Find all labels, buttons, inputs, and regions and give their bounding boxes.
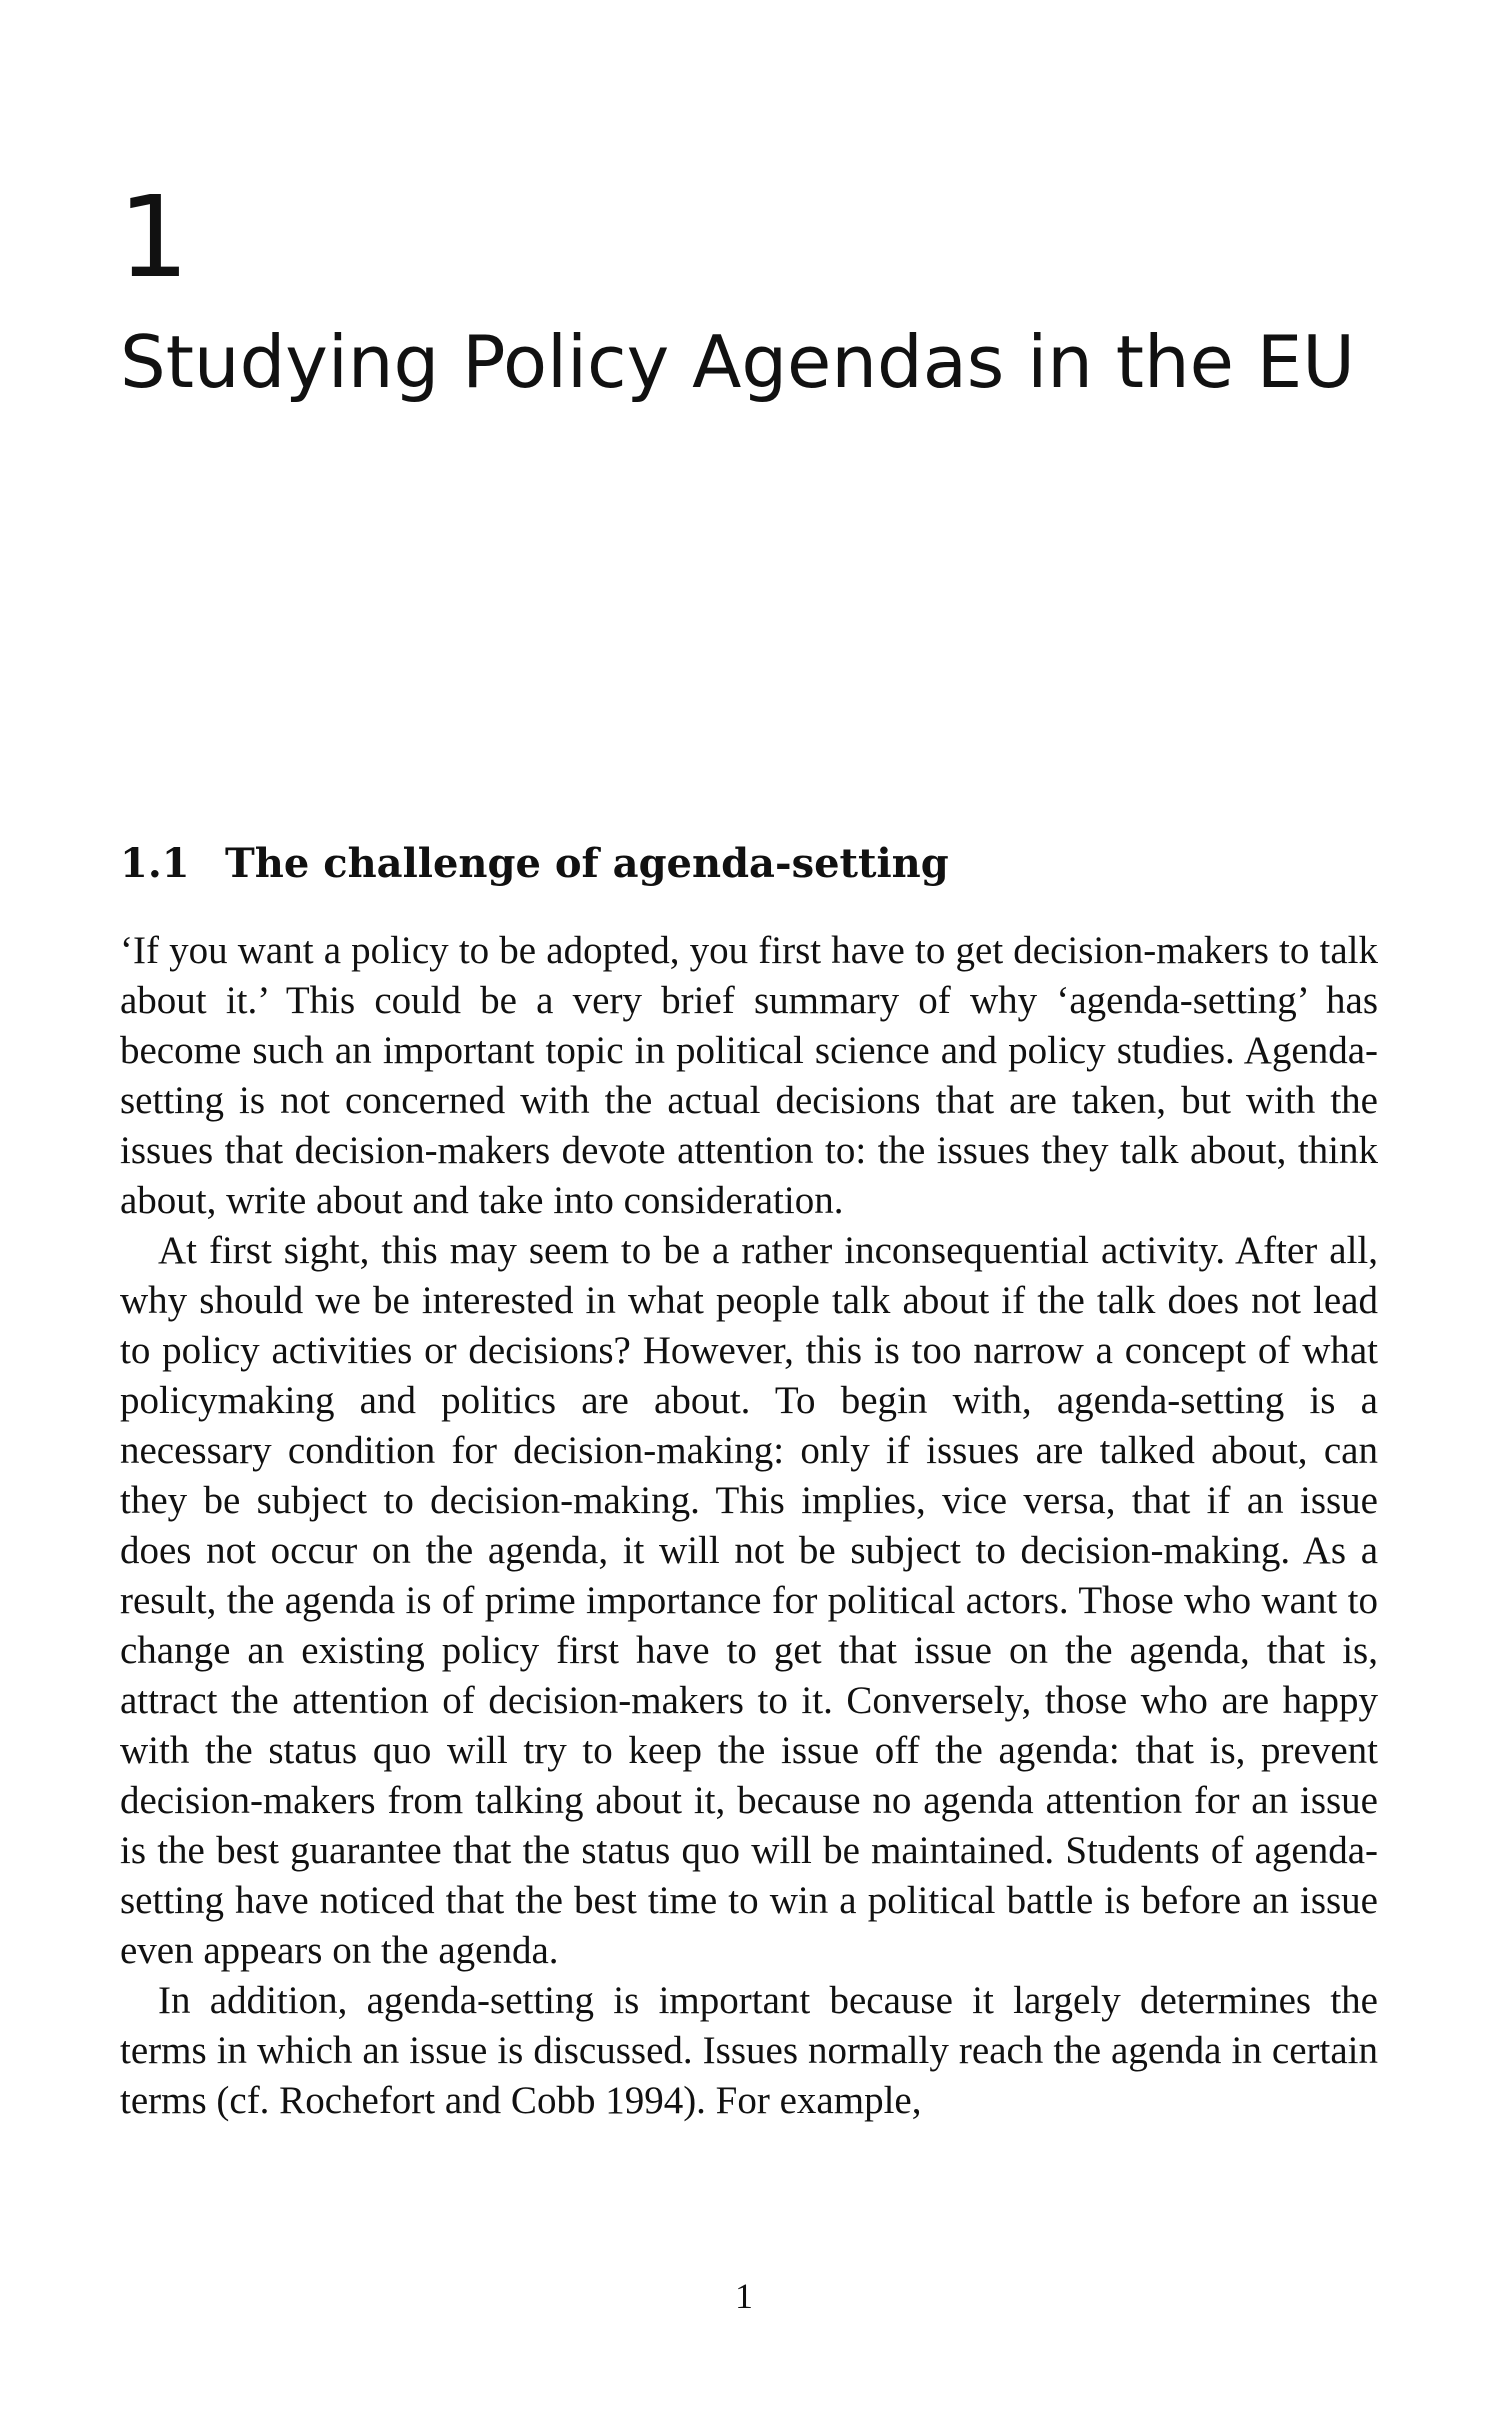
body-text bbox=[120, 926, 1378, 2126]
paragraph-1: ‘If you want a policy to be adopted, you first have to get decision-makers to talk about it.’ This could be a very brief summary of why ‘agenda-setting’ has become such an important topic in political science and policy studies. Agenda-setting is not concerned with the actual decisions that are taken, but with the issues that decision-makers devote attention to: the issues they talk about, think about, write about and take into consideration. bbox=[120, 929, 1378, 1222]
chapter-number: 1 bbox=[118, 173, 190, 303]
paragraph-3: In addition, agenda-setting is important because it largely determines the terms in which an issue is discussed. Issues normally reach the agenda in certain terms (cf. Rochefort and Cobb 1994). For example, bbox=[120, 1979, 1378, 2122]
chapter-title: Studying Policy Agendas in the EU bbox=[120, 320, 1355, 404]
section-title: The challenge of agenda-setting bbox=[225, 840, 949, 887]
section-number: 1.1 bbox=[120, 840, 190, 887]
section-heading bbox=[120, 840, 949, 888]
page-number: 1 bbox=[735, 2276, 753, 2316]
paragraph-2: At first sight, this may seem to be a rather inconsequential activity. After all, why should we be interested in what people talk about if the talk does not lead to policy activities or decisions? However, this is too narrow a concept of what policymaking and politics are about. To begin with, agenda-setting is a necessary condition for decision-making: only if issues are talked about, can they be subject to decision-making. This implies, vice versa, that if an issue does not occur on the agenda, it will not be subject to decision-making. As a result, the agenda is of prime importance for political actors. Those who want to change an existing policy first have to get that issue on the agenda, that is, attract the attention of decision-makers to it. Conversely, those who are happy with the status quo will try to keep the issue off the agenda: that is, prevent decision-makers from talking about it, because no agenda attention for an issue is the best guarantee that the status quo will be maintained. Students of agenda-setting have noticed that the best time to win a political battle is before an issue even appears on the agenda. bbox=[120, 1229, 1378, 1972]
